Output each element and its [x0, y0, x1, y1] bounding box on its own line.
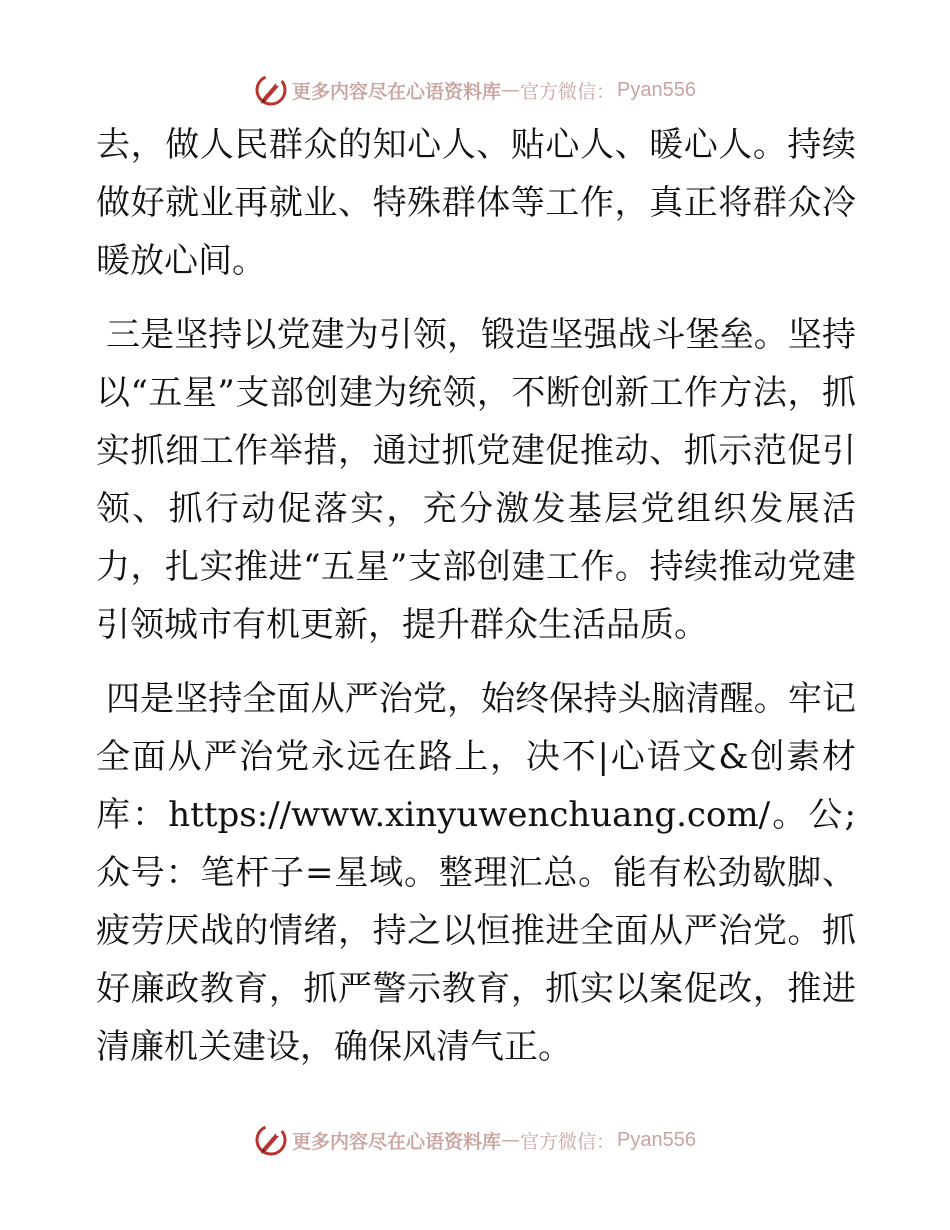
document-body: [96, 116, 856, 1076]
banner-dash: —: [501, 1129, 521, 1151]
banner-wechat-label: 官方微信：: [520, 80, 616, 103]
paragraph-2: 三是坚持以党建为引领，锻造坚强战斗堡垒。坚持以“五星”支部创建为统领，不断创新工作方法，抓实抓细工作举措，通过抓党建促推动、抓示范促引领、抓行动促落实，充分激发基层党组织发展活力，扎实推进“五星”支部创建工作。持续推动党建引领城市有机更新，提升群众生活品质。: [96, 315, 856, 645]
banner-site-text: 更多内容尽在心语资料库: [292, 1130, 502, 1153]
footer-watermark: [0, 1120, 950, 1160]
banner-wechat-id: Pyan556: [617, 1128, 696, 1151]
banner-site-text: 更多内容尽在心语资料库: [292, 80, 502, 103]
banner-wechat-label: 官方微信：: [520, 1130, 616, 1153]
paragraph-1: 去，做人民群众的知心人、贴心人、暖心人。持续做好就业再就业、特殊群体等工作，真正将群众冷暖放心间。: [96, 125, 856, 281]
banner-dash: —: [501, 79, 521, 101]
pen-circle-logo-icon: [254, 1123, 288, 1157]
header-watermark: [0, 70, 950, 110]
paragraph-3: 四是坚持全面从严治党，始终保持头脑清醒。牢记全面从严治党永远在路上，决不|心语文&创素材库：https://www.xinyuwenchuang.com/。公;众号：笔杆子=星域。整理汇总。能有松劲歇脚、疲劳厌战的情绪，持之以恒推进全面从严治党。抓好廉政教育，抓严警示教育，抓实以案促改，推进清廉机关建设，确保风清气正。: [96, 679, 856, 1067]
pen-circle-logo-icon: [254, 73, 288, 107]
banner-wechat-id: Pyan556: [617, 78, 696, 101]
